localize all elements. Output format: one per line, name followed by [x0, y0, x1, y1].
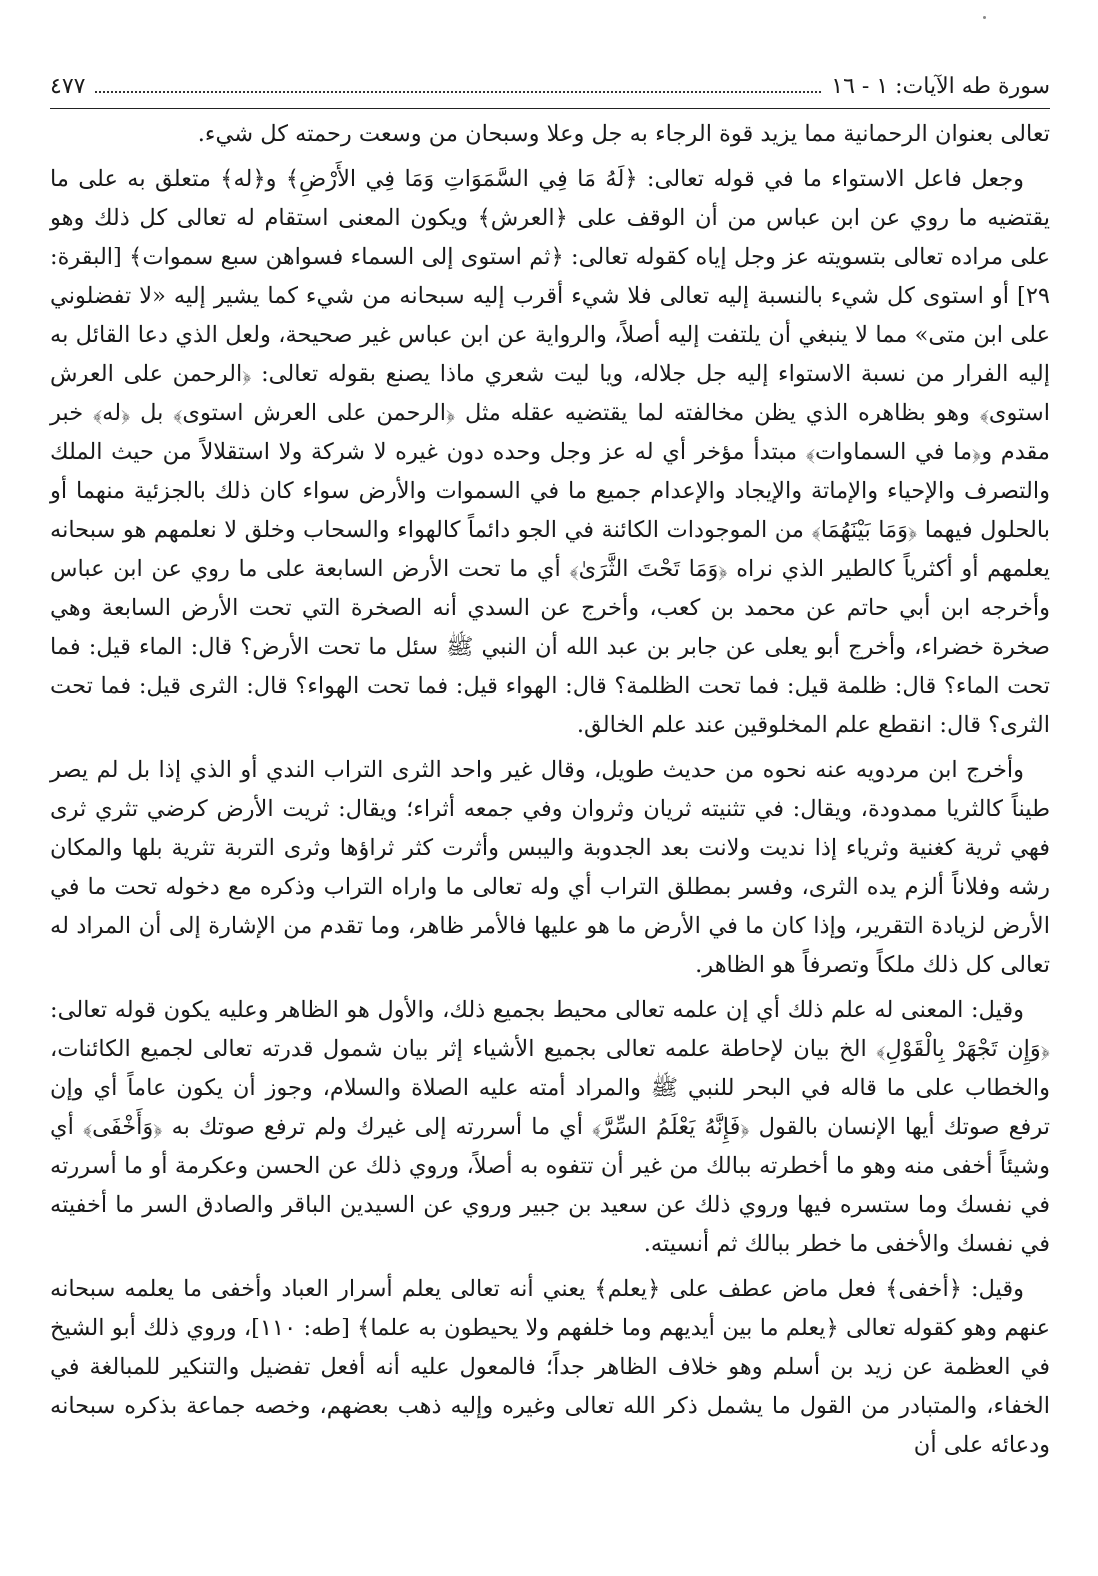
paragraph: وأخرج ابن مردويه عنه نحوه من حديث طويل، وقال غير واحد الثرى التراب الندي أو الذي إذا بل لم يصر طيناً كالثريا ممدودة، ويقال: في تثنيته ثريان وثروان وفي جمعه أثراء؛ ويقال: ثريت الأرض كرضي تثري ثرى فهي ثرية كغنية وثرياء إذا نديت ولانت بعد الجدوبة واليبس وأثرت كثر ثراؤها وثرى التربة تثرية بلها والمكان رشه وفلاناً ألزم يده الثرى، وفسر بمطلق التراب أي وله تعالى ما واراه التراب وذكره مع دخوله تحت ما في الأرض لزيادة التقرير، وإذا كان ما في الأرض ما هو عليها فالأمر ظاهر، وما تقدم من الإشارة إلى أن المراد له تعالى كل ذلك ملكاً وتصرفاً هو الظاهر. [50, 757, 1050, 978]
book-page [50, 72, 1050, 1552]
scan-speck [983, 16, 986, 19]
running-title: سورة طه الآيات: ١ - ١٦ [831, 74, 1050, 99]
page-number: ٤٧٧ [50, 74, 86, 99]
paragraph: وقيل: ﴿أخفى﴾ فعل ماض عطف على ﴿يعلم﴾ يعني أنه تعالى يعلم أسرار العباد وأخفى ما يعلمه سبحانه عنهم وهو كقوله تعالى ﴿يعلم ما بين أيديهم وما خلفهم ولا يحيطون به علما﴾ [طه: ١١٠]، وروي ذلك أبو الشيخ في العظمة عن زيد بن أسلم وهو خلاف الظاهر جداً؛ فالمعول عليه أنه أفعل تفضيل والتنكير للمبالغة في الخفاء، والمتبادر من القول ما يشمل ذكر الله تعالى وغيره وإليه ذهب بعضهم، وخصه جماعة بذكره سبحانه ودعائه على أن [50, 1276, 1051, 1458]
paragraph: وجعل فاعل الاستواء ما في قوله تعالى: ﴿لَهُ مَا فِي السَّمَوَاتِ وَمَا فِي الأَرْضِ﴾ و﴿له﴾ متعلق به على ما يقتضيه ما روي عن ابن عباس من أن الوقف على ﴿العرش﴾ ويكون المعنى استقام له تعالى كل ذلك وهو على مراده تعالى بتسويته عز وجل إياه كقوله تعالى: ﴿ثم استوى إلى السماء فسواهن سبع سموات﴾ [البقرة: ٢٩] أو استوى كل شيء بالنسبة إليه تعالى فلا شيء أقرب إليه سبحانه من شيء كما يشير إليه «لا تفضلوني على ابن متى» مما لا ينبغي أن يلتفت إليه أصلاً، والرواية عن ابن عباس غير صحيحة، ولعل الذي دعا القائل به إليه الفرار من نسبة الاستواء إليه جل جلاله، ويا ليت شعري ماذا يصنع بقوله تعالى: ﴿الرحمن على العرش استوى﴾ وهو بظاهره الذي يظن مخالفته لما يقتضيه عقله مثل ﴿الرحمن على العرش استوى﴾ بل ﴿له﴾ خبر مقدم و﴿ما في السماوات﴾ مبتدأ مؤخر أي له عز وجل وحده دون غيره لا شركة ولا استقلالاً من حيث الملك والتصرف والإحياء والإماتة والإيجاد والإعدام جميع ما في السموات والأرض سواء كان ذلك بالجزئية منهما أو بالحلول فيهما ﴿وَمَا بَيْنَهُمَا﴾ من الموجودات الكائنة في الجو دائماً كالهواء والسحاب وخلق لا نعلمهم هو سبحانه يعلمهم أو أكثرياً كالطير الذي نراه ﴿وَمَا تَحْتَ الثَّرَىٰ﴾ أي ما تحت الأرض السابعة على ما روي عن ابن عباس وأخرجه ابن أبي حاتم عن محمد بن كعب، وأخرج عن السدي أنه الصخرة التي تحت الأرض السابعة وهي صخرة خضراء، وأخرج أبو يعلى عن جابر بن عبد الله أن النبي ﷺ سئل ما تحت الأرض؟ قال: الماء قيل: فما تحت الماء؟ قال: ظلمة قيل: فما تحت الظلمة؟ قال: الهواء قيل: فما تحت الهواء؟ قال: الثرى قيل: فما تحت الثرى؟ قال: انقطع علم المخلوقين عند علم الخالق. [50, 166, 1050, 738]
paragraph: تعالى بعنوان الرحمانية مما يزيد قوة الرجاء به جل وعلا وسبحان من وسعت رحمته كل شيء. [197, 121, 1050, 147]
body-text [50, 115, 1050, 1465]
dotted-leader [95, 91, 821, 93]
running-header [50, 72, 1050, 109]
paragraph: وقيل: المعنى له علم ذلك أي إن علمه تعالى محيط بجميع ذلك، والأول هو الظاهر وعليه يكون قوله تعالى: ﴿وَإِن تَجْهَرْ بِالْقَوْلِ﴾ الخ بيان لإحاطة علمه تعالى بجميع الأشياء إثر بيان شمول قدرته تعالى لجميع الكائنات، والخطاب على ما قاله في البحر للنبي ﷺ والمراد أمته عليه الصلاة والسلام، وجوز أن يكون عاماً أي وإن ترفع صوتك أيها الإنسان بالقول ﴿فَإِنَّهُ يَعْلَمُ السِّرَّ﴾ أي ما أسررته إلى غيرك ولم ترفع صوتك به ﴿وَأَخْفَى﴾ أي وشيئاً أخفى منه وهو ما أخطرته ببالك من غير أن تتفوه به أصلاً، وروي ذلك عن الحسن وعكرمة أو ما أسررته في نفسك وما ستسره فيها وروي ذلك عن سعيد بن جبير وروي عن السيدين الباقر والصادق السر ما أخفيته في نفسك والأخفى ما خطر ببالك ثم أنسيته. [50, 997, 1050, 1257]
